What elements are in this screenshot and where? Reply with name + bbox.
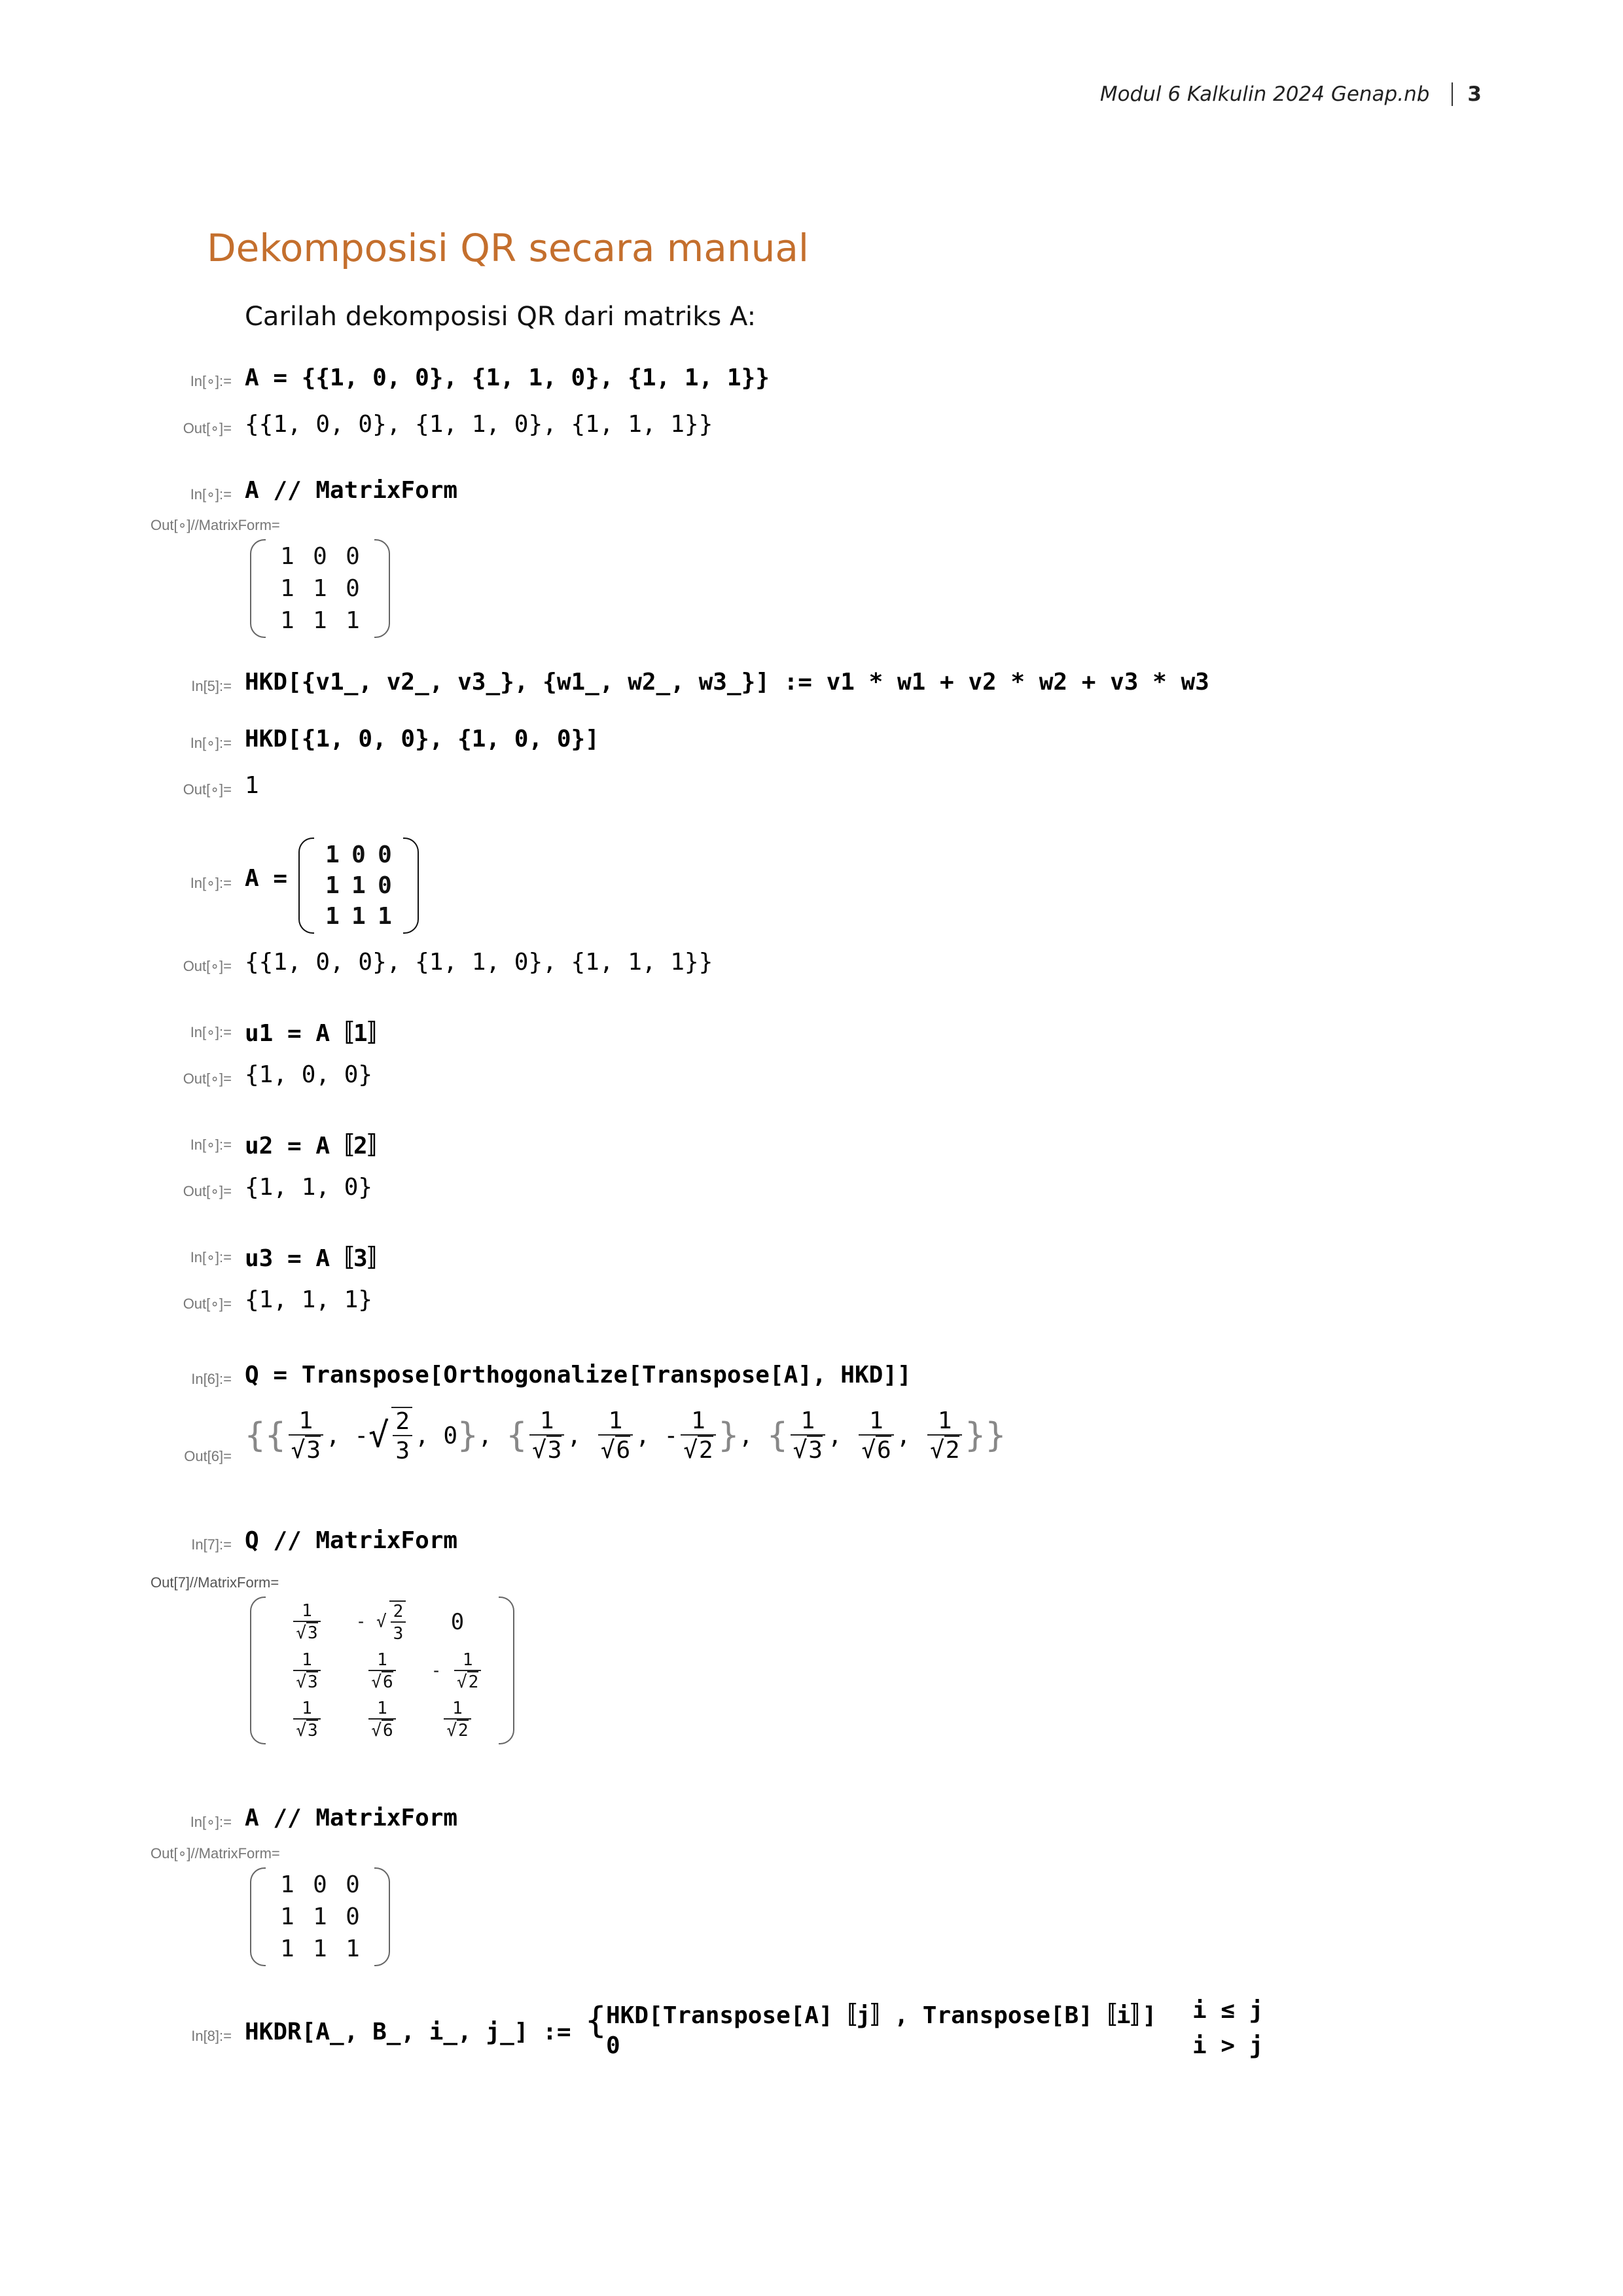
matrix-cell: 1 [280,575,294,602]
input-label: In[∘]:= [190,1814,232,1830]
input-cell[interactable]: Q = Transpose[Orthogonalize[Transpose[A], HKD]] [245,1362,912,1388]
matrix-cell: 0 [346,543,360,570]
output-cell: {1, 1, 0} [245,1174,373,1201]
matrix-cell: 1 [351,872,366,899]
output-cell: {1, 0, 0} [245,1061,373,1088]
fraction: $\frac{1}{√2}$ [927,1407,962,1464]
fraction: $\frac{1}{√3}$ [529,1407,564,1464]
output-cell: {1, 1, 1} [245,1286,373,1313]
matrix-grid [266,539,374,638]
input-label: In[∘]:= [190,1249,232,1265]
matrix-grid [266,1867,374,1966]
fraction: $\frac{1}{√6}$ [859,1407,893,1464]
header-divider [1452,82,1453,106]
matrix-cell: 1 [346,607,360,634]
fraction: - $\frac{1}{√2}$ [421,1650,493,1692]
matrix-output [250,539,390,638]
right-paren [403,838,419,934]
left-paren [298,838,314,934]
input-label: In[5]:= [191,678,232,694]
matrix-cell: 0 [450,1609,465,1635]
fraction: $\frac{1}{√3}$ [274,1699,340,1740]
fraction: $\frac{2}{3}$ [391,1407,412,1464]
output-label: Out[∘]//MatrixForm= [151,517,280,533]
output-label: Out[7]//MatrixForm= [151,1574,279,1591]
fraction: $\frac{1}{√3}$ [274,1601,340,1643]
matrix-cell: 1 [280,1871,294,1898]
output-cell: {{1, 0, 0}, {1, 1, 0}, {1, 1, 1}} [245,949,713,976]
fraction: $\frac{1}{√6}$ [346,1699,419,1740]
output-cell: 1 [245,772,259,799]
output-label: Out[∘]= [183,420,232,436]
matrix-cell: 1 [313,1935,327,1962]
output-label: Out[6]= [184,1448,232,1464]
matrix-cell: 1 [280,607,294,634]
matrix-cell: 0 [346,1903,360,1930]
matrix-cell: 1 [325,841,340,868]
matrix-cell: 1 [325,872,340,899]
right-paren [374,539,390,638]
left-paren [250,1597,266,1744]
intro-text: Carilah dekomposisi QR dari matriks A: [245,302,757,332]
input-label: In[∘]:= [190,735,232,751]
matrix-cell: 1 [280,1903,294,1930]
input-label: In[∘]:= [190,875,232,891]
input-label: In[6]:= [191,1371,232,1387]
orthogonalize-output: {{ $\frac{1}{√3}$ , - √ $\frac{2}{3}$ , 0 } , { $\frac{1}{√3}$ , $\frac{1}{√6}$ , - $\frac{1}{√2}$ } , { $\frac{1}{√3}$ , $\frac{1}{√6}$ , $\frac{1}{√2}$ }} [245,1407,1007,1464]
fraction: $\frac{1}{√2}$ [424,1699,491,1740]
input-label: In[∘]:= [190,373,232,389]
matrix-output [250,1867,390,1966]
input-label: In[8]:= [191,2028,232,2044]
fraction: $\frac{1}{√3}$ [274,1650,340,1692]
input-cell[interactable]: HKD[{1, 0, 0}, {1, 0, 0}] [245,726,599,752]
matrix-cell: 0 [351,841,366,868]
matrix-cell: 1 [280,1935,294,1962]
input-cell[interactable]: HKD[{v1_, v2_, v3_}, {w1_, w2_, w3_}] := v1 * w1 + v2 * w2 + v3 * w3 [245,669,1209,696]
matrix-cell: 0 [346,1871,360,1898]
input-label: In[∘]:= [190,486,232,503]
input-cell[interactable]: A // MatrixForm [245,1805,458,1831]
input-cell-prefix[interactable]: HKDR[A_, B_, i_, j_] := [245,2019,571,2045]
output-label: Out[∘]= [183,958,232,974]
section-title: Dekomposisi QR secara manual [207,226,810,270]
fraction: $\frac{1}{√3}$ [289,1407,323,1464]
matrix-cell: 1 [313,575,327,602]
page-header [1100,82,1482,106]
piecewise-condition[interactable]: i > j [1192,2032,1264,2059]
matrix-cell: 1 [351,903,366,930]
q-matrix-output [250,1597,514,1744]
page-number: 3 [1467,82,1482,106]
input-label: In[∘]:= [190,1024,232,1040]
notebook-title: Modul 6 Kalkulin 2024 Genap.nb [1099,82,1430,106]
piecewise-case[interactable]: HKD[Transpose[A]〚j〛, Transpose[B]〚i〛] [606,2002,1157,2029]
matrix-cell: 0 [378,872,392,899]
fraction: $\frac{1}{√3}$ [791,1407,825,1464]
matrix-cell: 0 [378,841,392,868]
right-paren [499,1597,514,1744]
matrix-cell: 1 [280,543,294,570]
output-label: Out[∘]= [183,1296,232,1312]
right-paren [374,1867,390,1966]
matrix-cell: 1 [313,607,327,634]
piecewise-condition[interactable]: i ≤ j [1192,1997,1264,2024]
matrix-cell: 0 [346,575,360,602]
output-label: Out[∘]= [183,1183,232,1199]
output-label: Out[∘]//MatrixForm= [151,1845,280,1862]
matrix-grid [266,1597,499,1744]
matrix-cell: 1 [313,1903,327,1930]
piecewise-case[interactable]: 0 [606,2032,620,2059]
matrix-cell: 0 [313,1871,327,1898]
fraction: - √ $\frac{2}{3}$ [343,1600,421,1644]
matrix-input[interactable] [298,838,419,934]
input-cell-prefix[interactable]: A = [245,865,288,892]
left-paren [250,539,266,638]
output-label: Out[∘]= [183,1070,232,1087]
input-cell[interactable]: u3 = A〚3〛 [245,1245,391,1272]
input-cell[interactable]: u2 = A〚2〛 [245,1133,391,1159]
output-label: Out[∘]= [183,781,232,798]
matrix-grid [314,838,403,934]
input-label: In[7]:= [191,1536,232,1553]
input-label: In[∘]:= [190,1137,232,1153]
matrix-cell: 0 [313,543,327,570]
output-cell: {{1, 0, 0}, {1, 1, 0}, {1, 1, 1}} [245,411,713,438]
fraction: $\frac{1}{√6}$ [346,1650,419,1692]
input-cell[interactable]: u1 = A〚1〛 [245,1020,391,1047]
left-paren [250,1867,266,1966]
fraction: $\frac{1}{√6}$ [598,1407,633,1464]
matrix-cell: 1 [378,903,392,930]
matrix-cell: 1 [346,1935,360,1962]
brace: { [585,2000,607,2041]
input-cell[interactable]: Q // MatrixForm [245,1527,458,1554]
input-cell[interactable]: A = {{1, 0, 0}, {1, 1, 0}, {1, 1, 1}} [245,364,770,391]
input-cell[interactable]: A // MatrixForm [245,477,458,504]
fraction: $\frac{1}{√2}$ [681,1407,715,1464]
matrix-cell: 1 [325,903,340,930]
